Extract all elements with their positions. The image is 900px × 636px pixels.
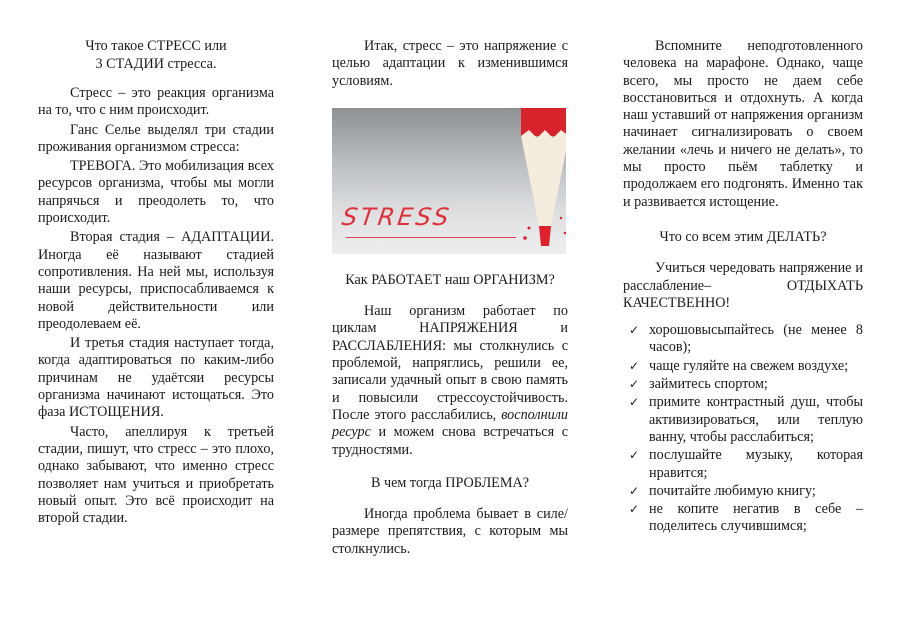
checkmark-icon: ✓ — [629, 358, 640, 373]
red-pencil-icon — [521, 108, 566, 254]
list-item — [623, 322, 863, 357]
paragraph-definition: Стресс – это реакция организма на то, что с ним происходит. — [38, 85, 274, 119]
heading-what-is-problem: В чем тогда ПРОБЛЕМА? — [370, 474, 530, 491]
tip-text: чаще гуляйте на свежем воздухе; — [649, 357, 849, 374]
tip-text: хорошовысыпайтесь (не менее 8 часов); — [649, 322, 863, 356]
section-title — [38, 38, 274, 73]
paragraph-conclusion: Часто, апеллируя к третьей стадии, пишут, что стресс – это плохо, однако забывают, что именно стресс позволяет нам учиться и приобретать новый опыт. Это всё происходит на второй стадии. — [38, 423, 274, 527]
cycles-italic-text: восполнили ресурс — [332, 406, 568, 441]
heading-what-to-do: Что со всем этим ДЕЛАТЬ? — [659, 228, 827, 245]
list-item — [623, 376, 863, 393]
tip-text: примите контрастный душ, чтобы активизироваться, или теплую ванну, чтобы расслабиться; — [649, 394, 863, 445]
list-item — [623, 501, 863, 536]
paragraph-marathon: Вспомните неподготовленного человека на марафоне. Однако, чаще всего, мы просто не даем себе восстановиться и отдохнуть. А когда наш уставший от напряжения организм начинает сигнализировать о своем желании «лечь и ничего не делать», то мы просто пьём таблетку и продолжаем его подгонять. Именно так и развивается истощение. — [623, 38, 863, 210]
list-item — [623, 447, 863, 482]
column-how-organism-works — [332, 38, 568, 560]
checkmark-icon: ✓ — [629, 448, 640, 463]
column-what-to-do — [623, 38, 863, 537]
title-line-1: Что такое СТРЕСС или — [85, 38, 227, 54]
paragraph-cycles — [332, 303, 568, 459]
checkmark-icon: ✓ — [629, 483, 640, 498]
paragraph-exhaustion-stage: И третья стадия наступает тогда, когда адаптироваться по каким-либо причинам не удаётсяи ресурсы организма начинают истощаться. Это фаза ИСТОЩЕНИЯ. — [38, 335, 274, 421]
checkmark-icon: ✓ — [629, 323, 640, 338]
tips-list — [623, 322, 863, 536]
tip-text: послушайте музыку, которая нравится; — [649, 447, 863, 481]
cycles-text: Наш организм работает по циклам НАПРЯЖЕНИЯ и РАССЛАБЛЕНИЯ: мы столкнулись с проблемой, напряглись, решили ее, записали удачный опыт в свою память и повысили стрессоустойчивость. После этого расслабились, — [332, 303, 568, 423]
paragraph-problem: Иногда проблема бывает в силе/размере препятствия, с которым мы столкнулись. — [332, 506, 568, 557]
checkmark-icon: ✓ — [629, 395, 640, 410]
heading-how-organism-works: Как РАБОТАЕТ наш ОРГАНИЗМ? — [345, 271, 555, 288]
paragraph-intro: Итак, стресс – это напряжение с целью адаптации к изменившимся условиям. — [332, 38, 568, 89]
stress-pencil-image — [332, 108, 566, 254]
paragraph-alternate: Учиться чередовать напряжение и расслабление– ОТДЫХАТЬ КАЧЕСТВЕННО! — [623, 260, 863, 311]
tip-text: не копите негатив в себе – поделитесь случившимся; — [649, 501, 863, 535]
checkmark-icon: ✓ — [629, 502, 640, 517]
stress-word: STRESS — [340, 202, 454, 231]
list-item — [623, 394, 863, 446]
paragraph-adaptation-stage: Вторая стадия – АДАПТАЦИИ. Иногда её называют стадией сопротивления. На ней мы, используя наши ресурсы, приспосабливаемся к новой действительности или преодолеваем её. — [38, 229, 274, 332]
checkmark-icon: ✓ — [629, 377, 640, 392]
paragraph-selye: Ганс Селье выделял три стадии проживания организмом стресса: — [38, 121, 274, 155]
list-item — [623, 483, 863, 500]
tip-text: почитайте любимую книгу; — [649, 482, 816, 499]
paragraph-alarm-stage: ТРЕВОГА. Это мобилизация всех ресурсов организма, чтобы мы могли напрячься и преодолеть то, что происходит. — [38, 158, 274, 227]
underline-stroke — [346, 237, 516, 238]
list-item — [623, 358, 863, 375]
tip-text: займитесь спортом; — [649, 376, 768, 393]
title-line-2: 3 СТАДИИ стресса. — [95, 55, 217, 72]
cycles-text-end: и можем снова встречаться с трудностями. — [332, 424, 568, 458]
column-what-is-stress — [38, 38, 274, 529]
